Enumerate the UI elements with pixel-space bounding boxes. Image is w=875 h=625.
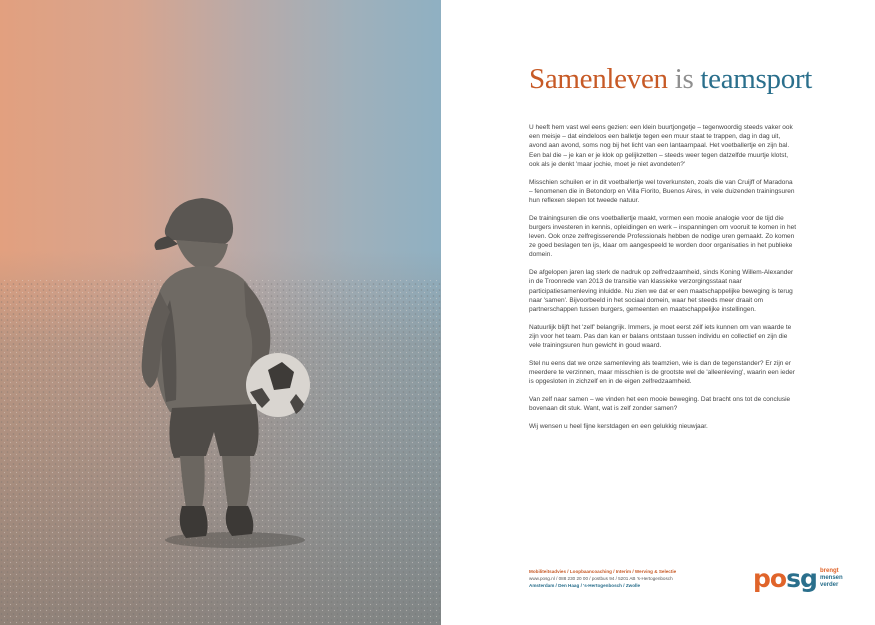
article-body [529, 123, 797, 439]
page-title [529, 62, 812, 96]
title-part-samenleven: Samenleven [529, 63, 668, 95]
logo-mark-sg: sg [786, 564, 817, 593]
paragraph-7: Van zelf naar samen – we vinden het een mooie beweging. Dat bracht ons tot de conclusie bovenaan dit stuk. Want, wat is zelf zonder samen? [529, 395, 791, 413]
logo-tagline-3: verder [820, 582, 839, 588]
title-part-teamsport: teamsport [700, 63, 813, 95]
posg-logo [753, 565, 873, 599]
logo-tagline-1: brengt [820, 568, 839, 574]
paragraph-3: De trainingsuren die ons voetballertje maakt, vormen een mooie analogie voor de tijd die burgers investeren in kennis, opleidingen en werk – inspanningen om vooruit te komen in het leven. Ook onze zelfregisserende Professionals hebben de nodige uren gemaakt. Zo komen ze goed beslagen ten ijs, klaar om aangespeeld te worden door organisaties in het publieke domein. [529, 214, 797, 259]
paragraph-4: De afgelopen jaren lag sterk de nadruk op zelfredzaamheid, sinds Koning Willem-Alexander in de Troonrede van 2013 de transitie van klassieke verzorgingsstaat naar participatiesamenleving inluidde. Nu zien we dat er een maatschappelijke beweging is terug naar 'samen'. Bijvoorbeeld in het sociaal domein, waar het steeds meer draait om partnerschappen tussen burgers, gemeenten en maatschappelijke instellingen. [529, 269, 794, 313]
logo-tagline-2: mensen [820, 575, 843, 581]
footer-services: Mobiliteitsadvies / Loopbaancoaching / Interim / Werving & Selectie [529, 569, 677, 574]
paragraph-1: U heeft hem vast wel eens gezien: een klein buurtjongetje – tegenwoordig steeds vaker ook een meisje – dat eindeloos een balletje tegen een muur staat te trappen, dag in dag uit, avond aan avond, soms nog bij het licht van een lantaarnpaal. Het voetballertje en zijn bal. Een bal die – je kan er je klok op gelijkzetten – steeds weer tegen datzelfde muurtje klotst, ook als je denkt 'maar jochie, moet je niet avondeten?' [529, 124, 793, 168]
paragraph-5: Natuurlijk blijft het 'zelf' belangrijk. Immers, je moet eerst zélf iets kunnen om van waarde te zijn voor het team. Pas dan kan er balans ontstaan tussen individu en collectief en zijn die vele trainingsuren hun gewicht in goud waard. [529, 323, 792, 350]
footer-address: www.posg.nl / 088 230 20 00 / postbus 94 / 5201 AB 's-Hertogenbosch [529, 576, 673, 581]
logo-tagline [820, 568, 843, 589]
logo-mark [753, 565, 817, 593]
paragraph-2: Misschien schuilen er in dit voetballertje wel toverkunsten, zoals die van Cruijff of Maradona – fenomenen die in Betondorp en Villa Fiorito, Buenos Aires, in vele duizenden trainingsuren hun reflexen slepen tot tweede natuur. [529, 178, 795, 204]
logo-mark-po: po [753, 564, 787, 593]
title-part-is: is [674, 63, 694, 95]
footer-contact [529, 568, 729, 589]
paragraph-8: Wij wensen u heel fijne kerstdagen en een gelukkig nieuwjaar. [529, 422, 708, 430]
text-panel [441, 0, 875, 625]
paragraph-6: Stel nu eens dat we onze samenleving als teamzien, wie is dan de tegenstander? Er zijn er meerdere te verzinnen, maar misschien is de grootste wel de 'alleenleving', waarin een ieder is opgesloten in zichzelf en in de eigen zelfredzaamheid. [529, 359, 795, 386]
footer-locations: Amsterdam / Den Haag / 's-Hertogenbosch / Zwolle [529, 583, 641, 588]
